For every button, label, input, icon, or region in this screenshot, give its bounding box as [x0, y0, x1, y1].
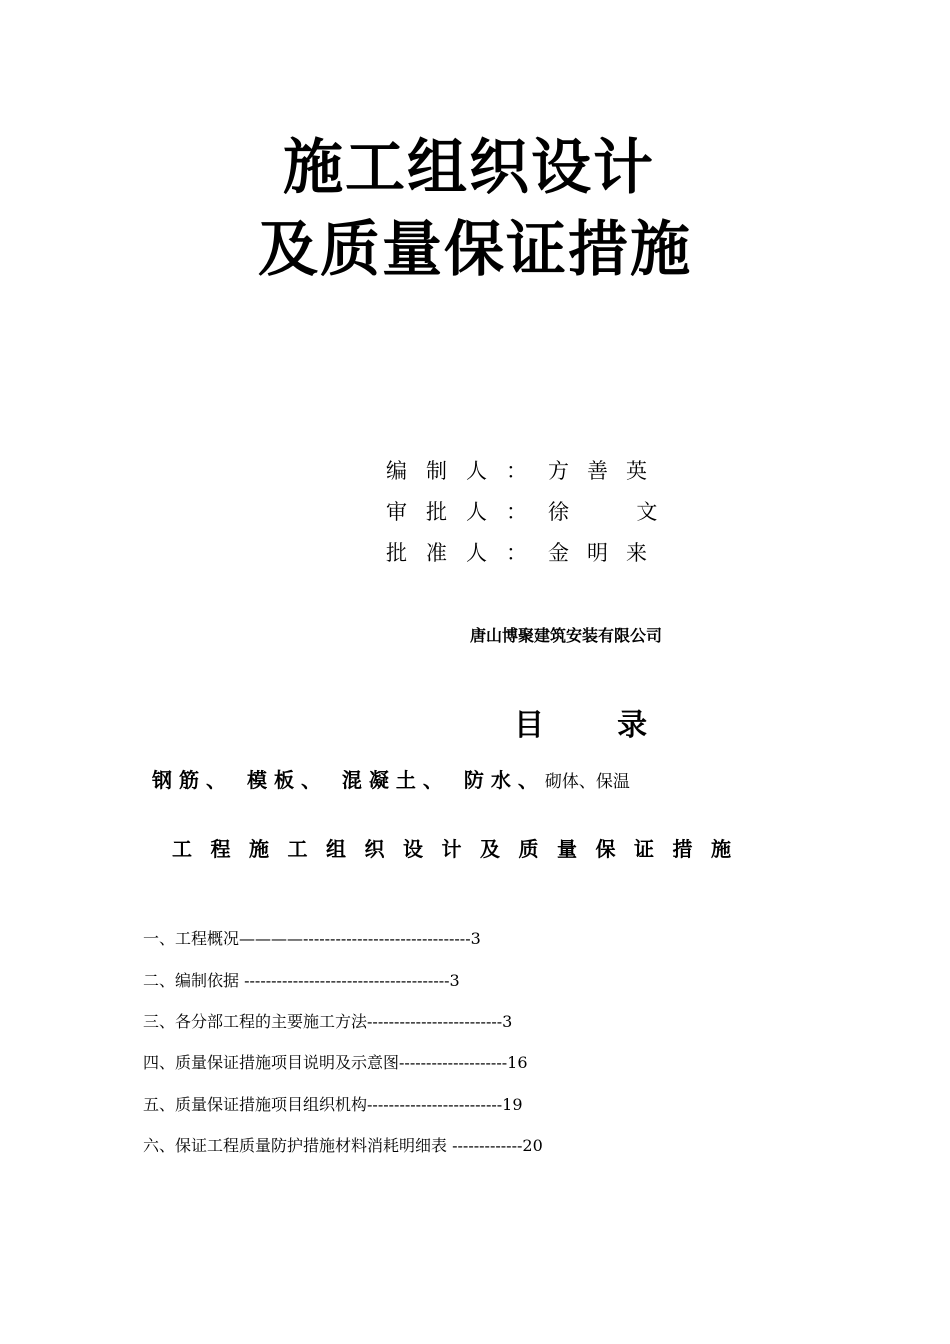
toc-item-label: 六、保证工程质量防护措施材料消耗明细表 [143, 1136, 448, 1155]
signature-name: 金明来 [548, 541, 665, 565]
toc-item-page: 19 [502, 1095, 523, 1114]
toc-subtitle-light: 砌体、保温 [544, 772, 630, 792]
toc-item-label: 二、编制依据 [143, 971, 240, 990]
toc-subtitle-title: 工程施工组织设计及质量保证措施 [172, 837, 750, 861]
document-title-line1: 施工组织设计 [283, 133, 655, 203]
document-title-line2: 及质量保证措施 [258, 215, 692, 285]
toc-item[interactable] [143, 1093, 523, 1117]
signature-label: 编制人： [386, 459, 546, 483]
toc-item-label: 五、质量保证措施项目组织机构 [143, 1095, 368, 1114]
toc-item-page: 3 [470, 929, 481, 948]
toc-subtitle-bold: 钢筋、 模板、 混凝土、 防水、 [152, 768, 545, 792]
toc-item[interactable] [143, 1134, 543, 1158]
toc-heading: 目 录 [514, 708, 648, 743]
toc-item-leader: ------------- [447, 1136, 523, 1155]
signature-label: 批准人： [386, 541, 546, 565]
toc-item[interactable] [143, 927, 481, 951]
toc-item-page: 20 [522, 1136, 543, 1155]
signature-name: 方善英 [548, 459, 665, 483]
toc-subtitle-scope [152, 764, 630, 793]
toc-item-page: 16 [507, 1053, 528, 1072]
signature-label: 审批人： [386, 500, 546, 524]
toc-item-leader: ------------------------- [367, 1012, 503, 1031]
toc-item[interactable] [143, 969, 460, 993]
toc-item-label: 四、质量保证措施项目说明及示意图 [143, 1053, 400, 1072]
toc-item-leader: ------------------------- [367, 1095, 503, 1114]
toc-item-leader: ————------------------------------- [239, 929, 471, 948]
toc-item-label: 三、各分部工程的主要施工方法 [143, 1012, 368, 1031]
toc-item-leader: -------------------------------------- [239, 971, 450, 990]
toc-item[interactable] [143, 1051, 528, 1075]
toc-item-page: 3 [449, 971, 460, 990]
company-name: 唐山博聚建筑安装有限公司 [470, 626, 663, 645]
toc-item[interactable] [143, 1010, 512, 1034]
toc-item-label: 一、工程概况 [143, 929, 240, 948]
signature-name: 徐 文 [548, 500, 676, 524]
toc-item-page: 3 [502, 1012, 513, 1031]
toc-item-leader: -------------------- [399, 1053, 508, 1072]
